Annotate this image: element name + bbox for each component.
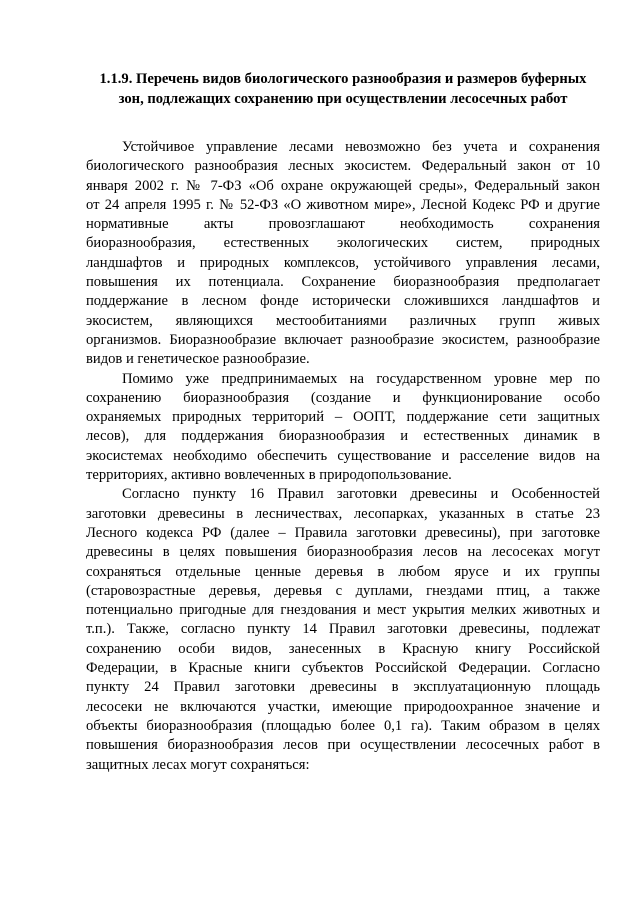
text-line: лесов), для поддержания биоразнообразия и естественных динамик в bbox=[86, 428, 600, 445]
text-line: видов и генетическое разнообразие. bbox=[86, 351, 310, 368]
text-line: экосистем, являющихся местообитаниями различных групп живых bbox=[86, 312, 600, 329]
text-line: древесины в целях повышения биоразнообразия лесов на лесосеках могут bbox=[86, 544, 600, 561]
text-line: Федерации, в Красные книги субъектов Российской Федерации. Согласно bbox=[86, 660, 600, 677]
text-line: от 24 апреля 1995 г. № 52-ФЗ «О животном мире», Лесной Кодекс РФ и другие bbox=[86, 196, 600, 213]
text-line: (старовозрастные деревья, деревья с дуплами, гнездами птиц, а также bbox=[86, 582, 600, 599]
text-line: ландшафтов и природных комплексов, устойчивого управления лесами, bbox=[86, 254, 600, 271]
text-line: охраняемых природных территорий – ООПТ, поддержание сети защитных bbox=[86, 409, 600, 426]
text-line: биологического разнообразия лесных экосистем. Федеральный закон от 10 bbox=[86, 158, 600, 175]
text-line: Устойчивое управление лесами невозможно без учета и сохранения bbox=[122, 139, 600, 155]
heading-line: зон, подлежащих сохранению при осуществлении лесосечных работ bbox=[118, 91, 568, 107]
section-heading bbox=[86, 69, 600, 109]
text-line: защитных лесах могут сохраняться: bbox=[86, 756, 310, 773]
text-line: территориях, активно вовлеченных в природопользование. bbox=[86, 467, 452, 484]
heading-line: 1.1.9. Перечень видов биологического разнообразия и размеров буферных bbox=[99, 71, 587, 87]
paragraph-3 bbox=[86, 485, 600, 774]
text-line: пункту 24 Правил заготовки древесины в эксплуатационную площадь bbox=[86, 679, 600, 696]
paragraph-2 bbox=[86, 370, 600, 486]
text-line: объекты биоразнообразия (площадью более 0,1 га). Таким образом в целях bbox=[86, 717, 600, 734]
text-line: поддержание в лесном фонде исторически сложившихся ландшафтов и bbox=[86, 293, 600, 310]
text-line: повышения биоразнообразия лесов при осуществлении лесосечных работ в bbox=[86, 737, 600, 754]
paragraph-1 bbox=[86, 138, 600, 370]
text-line: Согласно пункту 16 Правил заготовки древесины и Особенностей bbox=[122, 486, 600, 503]
text-line: т.п.). Также, согласно пункту 14 Правил заготовки древесины, подлежат bbox=[86, 621, 600, 638]
text-line: Лесного кодекса РФ (далее – Правила заготовки древесины), при заготовке bbox=[86, 524, 600, 541]
text-line: сохранению биоразнообразия (создание и функционирование особо bbox=[86, 389, 600, 406]
text-line: лесосеки не включаются участки, имеющие природоохранное значение и bbox=[86, 698, 600, 715]
text-line: нормативные акты провозглашают необходимость сохранения bbox=[86, 216, 600, 233]
text-line: потенциально пригодные для гнездования и мест укрытия мелких животных и bbox=[86, 602, 600, 619]
text-line: января 2002 г. № 7-ФЗ «Об охране окружающей среды», Федеральный закон bbox=[86, 177, 600, 194]
text-line: повышения их потенциала. Сохранение биоразнообразия предполагает bbox=[86, 274, 600, 291]
text-line: сохраняться отдельные ценные деревья в любом ярусе и их группы bbox=[86, 563, 600, 580]
text-line: Помимо уже предпринимаемых на государственном уровне мер по bbox=[122, 370, 600, 387]
text-line: сохранению особи видов, занесенных в Красную книгу Российской bbox=[86, 640, 600, 657]
text-line: биоразнообразия, естественных экологических систем, природных bbox=[86, 235, 600, 252]
document-body bbox=[86, 138, 600, 775]
text-line: экосистемах необходимо обеспечить существование и расселение видов на bbox=[86, 447, 600, 464]
text-line: заготовки древесины в лесничествах, лесопарках, указанных в статье 23 bbox=[86, 505, 600, 522]
text-line: организмов. Биоразнообразие включает разнообразие экосистем, разнообразие bbox=[86, 331, 600, 348]
